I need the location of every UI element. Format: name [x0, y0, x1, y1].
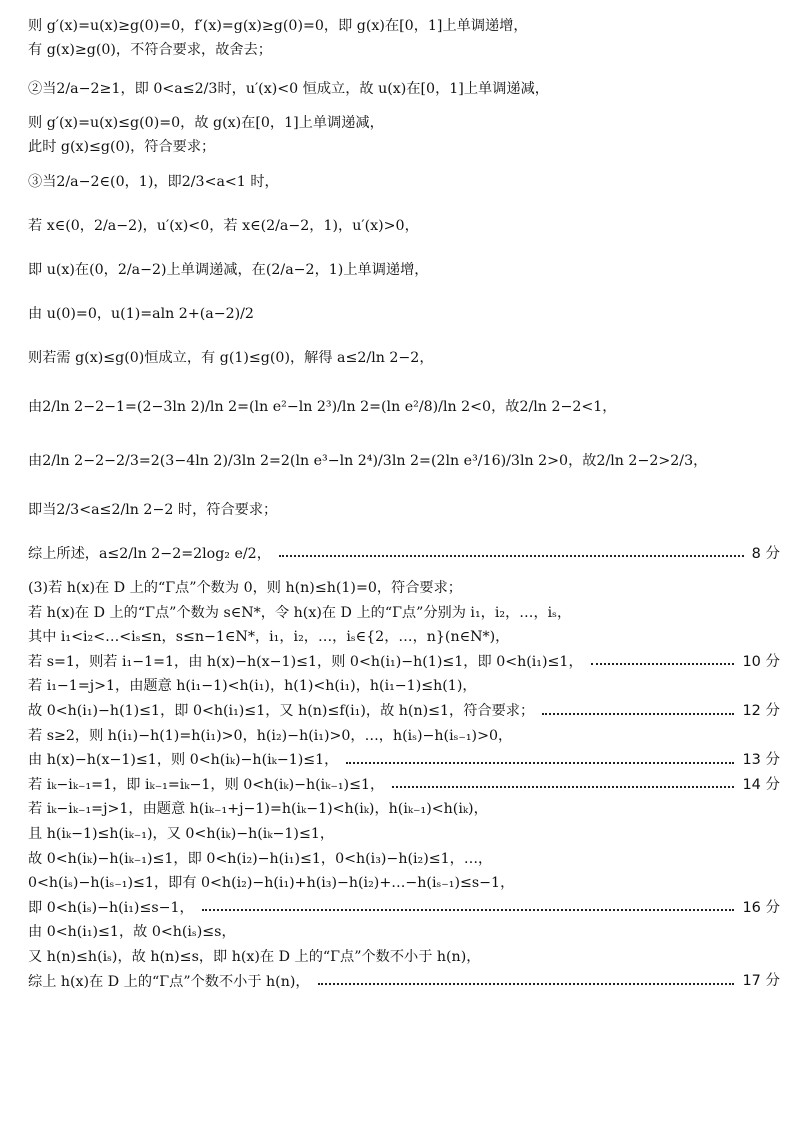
score-label: 12 分	[742, 702, 780, 719]
solution-line	[28, 626, 780, 651]
line-text: 故 0<h(i₁)−h(1)≤1，即 0<h(i₁)≤1，又 h(n)≤f(i₁)，故 h(n)≤1，符合要求；	[28, 703, 535, 720]
solution-line	[28, 14, 780, 39]
solution-line	[28, 67, 780, 111]
score-label: 17 分	[742, 973, 780, 990]
line-text: 综上 h(x)在 D 上的“Γ点”个数不小于 h(n)，	[28, 973, 310, 990]
score-label: 10 分	[742, 653, 780, 670]
line-text: 则若需 g(x)≤g(0)恒成立，有 g(1)≤g(0)，解得 a≤2/ln 2−2，	[28, 349, 434, 366]
dot-leader	[202, 909, 735, 911]
line-text: 若 i₁−1=j>1，由题意 h(i₁−1)<h(i₁)，h(1)<h(i₁)，h(i₁−1)≤h(1)，	[28, 678, 477, 695]
line-text: 若 iₖ−iₖ₋₁=j>1，由题意 h(iₖ₋₁+j−1)=h(iₖ−1)<h(iₖ)，h(iₖ₋₁)<h(iₖ)，	[28, 801, 488, 818]
dot-leader	[318, 983, 735, 985]
solution-line	[28, 847, 780, 872]
solution-line	[28, 773, 780, 798]
solution-line	[28, 434, 780, 488]
line-text: 此时 g(x)≤g(0)，符合要求；	[28, 139, 216, 156]
solution-line	[28, 798, 780, 823]
line-text: 由 0<h(i₁)≤1，故 0<h(iₛ)≤s，	[28, 924, 236, 941]
solution-line	[28, 292, 780, 336]
solution-line	[28, 749, 780, 774]
line-text: 又 h(n)≤h(iₛ)，故 h(n)≤s，即 h(x)在 D 上的“Γ点”个数不小于 h(n)，	[28, 948, 481, 965]
line-text: 0<h(iₛ)−h(iₛ₋₁)≤1，即有 0<h(i₂)−h(i₁)+h(i₃)−h(i₂)+…−h(iₛ₋₁)≤s−1，	[28, 875, 515, 892]
solution-line	[28, 724, 780, 749]
solution-line	[28, 160, 780, 204]
line-text: 若 s≥2，则 h(i₁)−h(1)=h(i₁)>0，h(i₂)−h(i₁)>0，…，h(iₛ)−h(iₛ₋₁)>0，	[28, 727, 513, 744]
solution-line	[28, 650, 780, 675]
solution-line	[28, 39, 780, 64]
line-text: 由 u(0)=0，u(1)=aln 2+(a−2)/2	[28, 305, 254, 322]
line-text: 若 iₖ−iₖ₋₁=1，即 iₖ₋₁=iₖ−1，则 0<h(iₖ)−h(iₖ₋₁)≤1，	[28, 776, 385, 793]
line-text: 综上所述，a≤2/ln 2−2=2log₂ e/2，	[28, 545, 271, 562]
solution-line	[28, 872, 780, 897]
line-text: 由2/ln 2−2−1=(2−3ln 2)/ln 2=(ln e²−ln 2³)/ln 2=(ln e²/8)/ln 2<0，故2/ln 2−2<1，	[28, 398, 617, 415]
line-text: 则 g′(x)=u(x)≤g(0)=0，故 g(x)在[0，1]上单调递减，	[28, 114, 384, 131]
solution-line	[28, 248, 780, 292]
solution-line	[28, 601, 780, 626]
line-text: ②当2/a−2≥1，即 0<a≤2/3时，u′(x)<0 恒成立，故 u(x)在[0，1]上单调递减，	[28, 80, 549, 97]
line-text: 若 s=1，则若 i₁−1=1，由 h(x)−h(x−1)≤1，则 0<h(i₁)−h(1)≤1，即 0<h(i₁)≤1，	[28, 653, 583, 670]
line-text: 若 x∈(0，2/a−2)，u′(x)<0，若 x∈(2/a−2，1)，u′(x)>0，	[28, 217, 419, 234]
line-text: 若 h(x)在 D 上的“Γ点”个数为 s∈N*，令 h(x)在 D 上的“Γ点”分别为 i₁，i₂，…，iₛ，	[28, 604, 572, 621]
solution-line	[28, 380, 780, 434]
dot-leader	[591, 663, 735, 665]
line-text: 其中 i₁<i₂<…<iₛ≤n，s≤n−1∈N*，i₁，i₂，…，iₛ∈{2，…，n}(n∈N*)，	[28, 629, 510, 646]
solution-line	[28, 111, 780, 136]
solution-line	[28, 576, 780, 601]
dot-leader	[542, 713, 734, 715]
score-label: 16 分	[742, 899, 780, 916]
solution-line	[28, 699, 780, 724]
line-text: 即 u(x)在(0，2/a−2)上单调递减，在(2/a−2，1)上单调递增，	[28, 261, 429, 278]
line-text: 由 h(x)−h(x−1)≤1，则 0<h(iₖ)−h(iₖ−1)≤1，	[28, 752, 339, 769]
line-text: (3)若 h(x)在 D 上的“Γ点”个数为 0，则 h(n)≤h(1)=0，符合要求；	[28, 580, 462, 597]
dot-leader	[392, 786, 734, 788]
score-label: 13 分	[742, 752, 780, 769]
line-text: 则 g′(x)=u(x)≥g(0)=0，f′(x)=g(x)≥g(0)=0，即 g(x)在[0，1]上单调递增，	[28, 17, 528, 34]
solution-line	[28, 136, 780, 161]
solution-line	[28, 532, 780, 576]
solution-line	[28, 336, 780, 380]
solution-line	[28, 945, 780, 970]
line-text: ③当2/a−2∈(0，1)，即2/3<a<1 时，	[28, 173, 279, 190]
dot-leader	[346, 762, 734, 764]
line-text: 有 g(x)≥g(0)，不符合要求，故舍去；	[28, 42, 272, 59]
solution-line	[28, 970, 780, 995]
line-text: 即当2/3<a≤2/ln 2−2 时，符合要求；	[28, 501, 278, 518]
solution-line	[28, 488, 780, 532]
solution-line	[28, 822, 780, 847]
dot-leader	[279, 555, 744, 557]
line-text: 即 0<h(iₛ)−h(i₁)≤s−1，	[28, 899, 194, 916]
line-text: 且 h(iₖ−1)≤h(iₖ₋₁)，又 0<h(iₖ)−h(iₖ−1)≤1，	[28, 826, 335, 843]
solution-line	[28, 921, 780, 946]
line-text: 由2/ln 2−2−2/3=2(3−4ln 2)/3ln 2=2(ln e³−ln 2⁴)/3ln 2=(2ln e³/16)/3ln 2>0，故2/ln 2−2>2/3，	[28, 452, 708, 469]
score-label: 14 分	[742, 776, 780, 793]
score-label: 8 分	[751, 545, 780, 562]
solution-line	[28, 675, 780, 700]
solution-line	[28, 204, 780, 248]
line-text: 故 0<h(iₖ)−h(iₖ₋₁)≤1，即 0<h(i₂)−h(i₁)≤1，0<h(i₃)−h(i₂)≤1，…，	[28, 850, 493, 867]
solution-line	[28, 896, 780, 921]
